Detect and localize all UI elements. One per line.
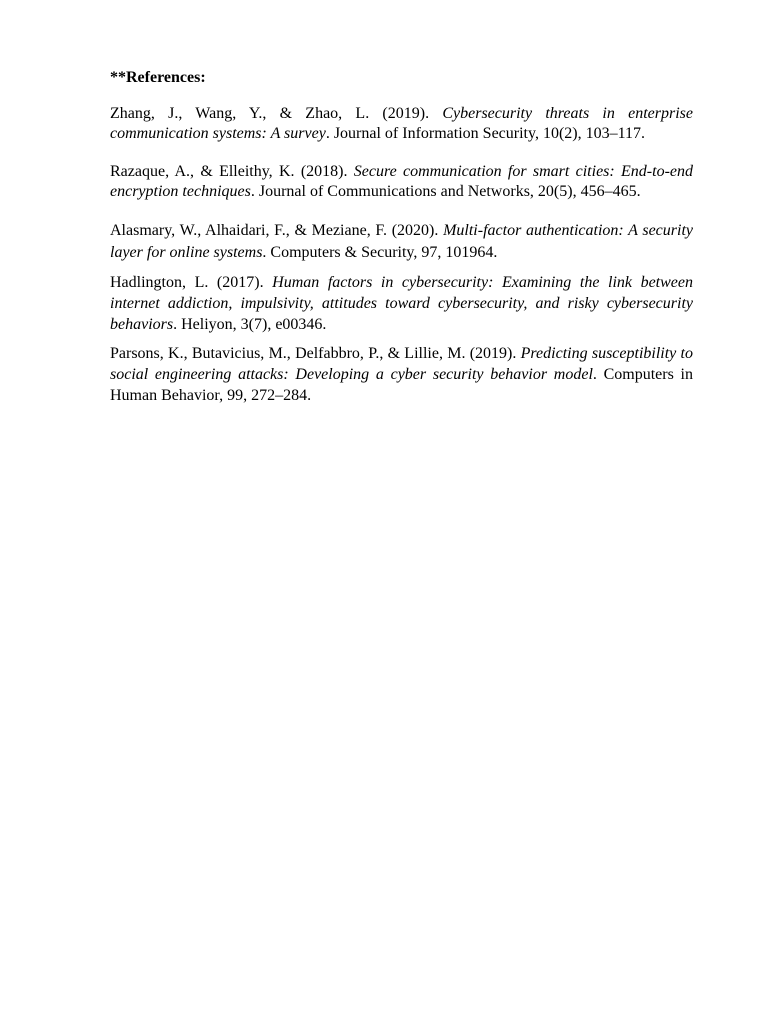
reference-title: Human factors in cybersecurity: Examining the link between internet addiction, impulsivity, attitudes toward cybersecurity, and risky cybersecurity behaviors bbox=[110, 274, 693, 333]
reference-source: . Computers & Security, 97, 101964. bbox=[262, 244, 498, 261]
reference-title: Cybersecurity threats in enterprise communication systems: A survey bbox=[110, 105, 693, 142]
reference-title: Secure communication for smart cities: End-to-end encryption techniques bbox=[110, 163, 693, 200]
reference-entry bbox=[110, 220, 693, 264]
reference-entry bbox=[110, 272, 693, 335]
reference-source: . Heliyon, 3(7), e00346. bbox=[173, 316, 327, 333]
reference-source: . Journal of Information Security, 10(2), 103–117. bbox=[325, 125, 646, 142]
reference-entry bbox=[110, 104, 693, 144]
references-heading: **References: bbox=[110, 69, 206, 86]
reference-entry bbox=[110, 162, 693, 202]
reference-source: . Computers in Human Behavior, 99, 272–284. bbox=[110, 366, 693, 404]
reference-authors: Hadlington, L. (2017). bbox=[110, 274, 273, 291]
reference-authors: Alasmary, W., Alhaidari, F., & Meziane, F. (2020). bbox=[110, 222, 444, 239]
reference-title: Predicting susceptibility to social engineering attacks: Developing a cyber security behavior model bbox=[110, 345, 693, 383]
reference-entry bbox=[110, 343, 693, 406]
reference-authors: Razaque, A., & Elleithy, K. (2018). bbox=[110, 163, 354, 180]
reference-authors: Parsons, K., Butavicius, M., Delfabbro, P., & Lillie, M. (2019). bbox=[110, 345, 521, 362]
reference-title: Multi-factor authentication: A security layer for online systems bbox=[110, 222, 693, 261]
reference-authors: Zhang, J., Wang, Y., & Zhao, L. (2019). bbox=[110, 105, 443, 122]
document-page bbox=[110, 68, 693, 406]
reference-source: . Journal of Communications and Networks, 20(5), 456–465. bbox=[250, 183, 641, 200]
